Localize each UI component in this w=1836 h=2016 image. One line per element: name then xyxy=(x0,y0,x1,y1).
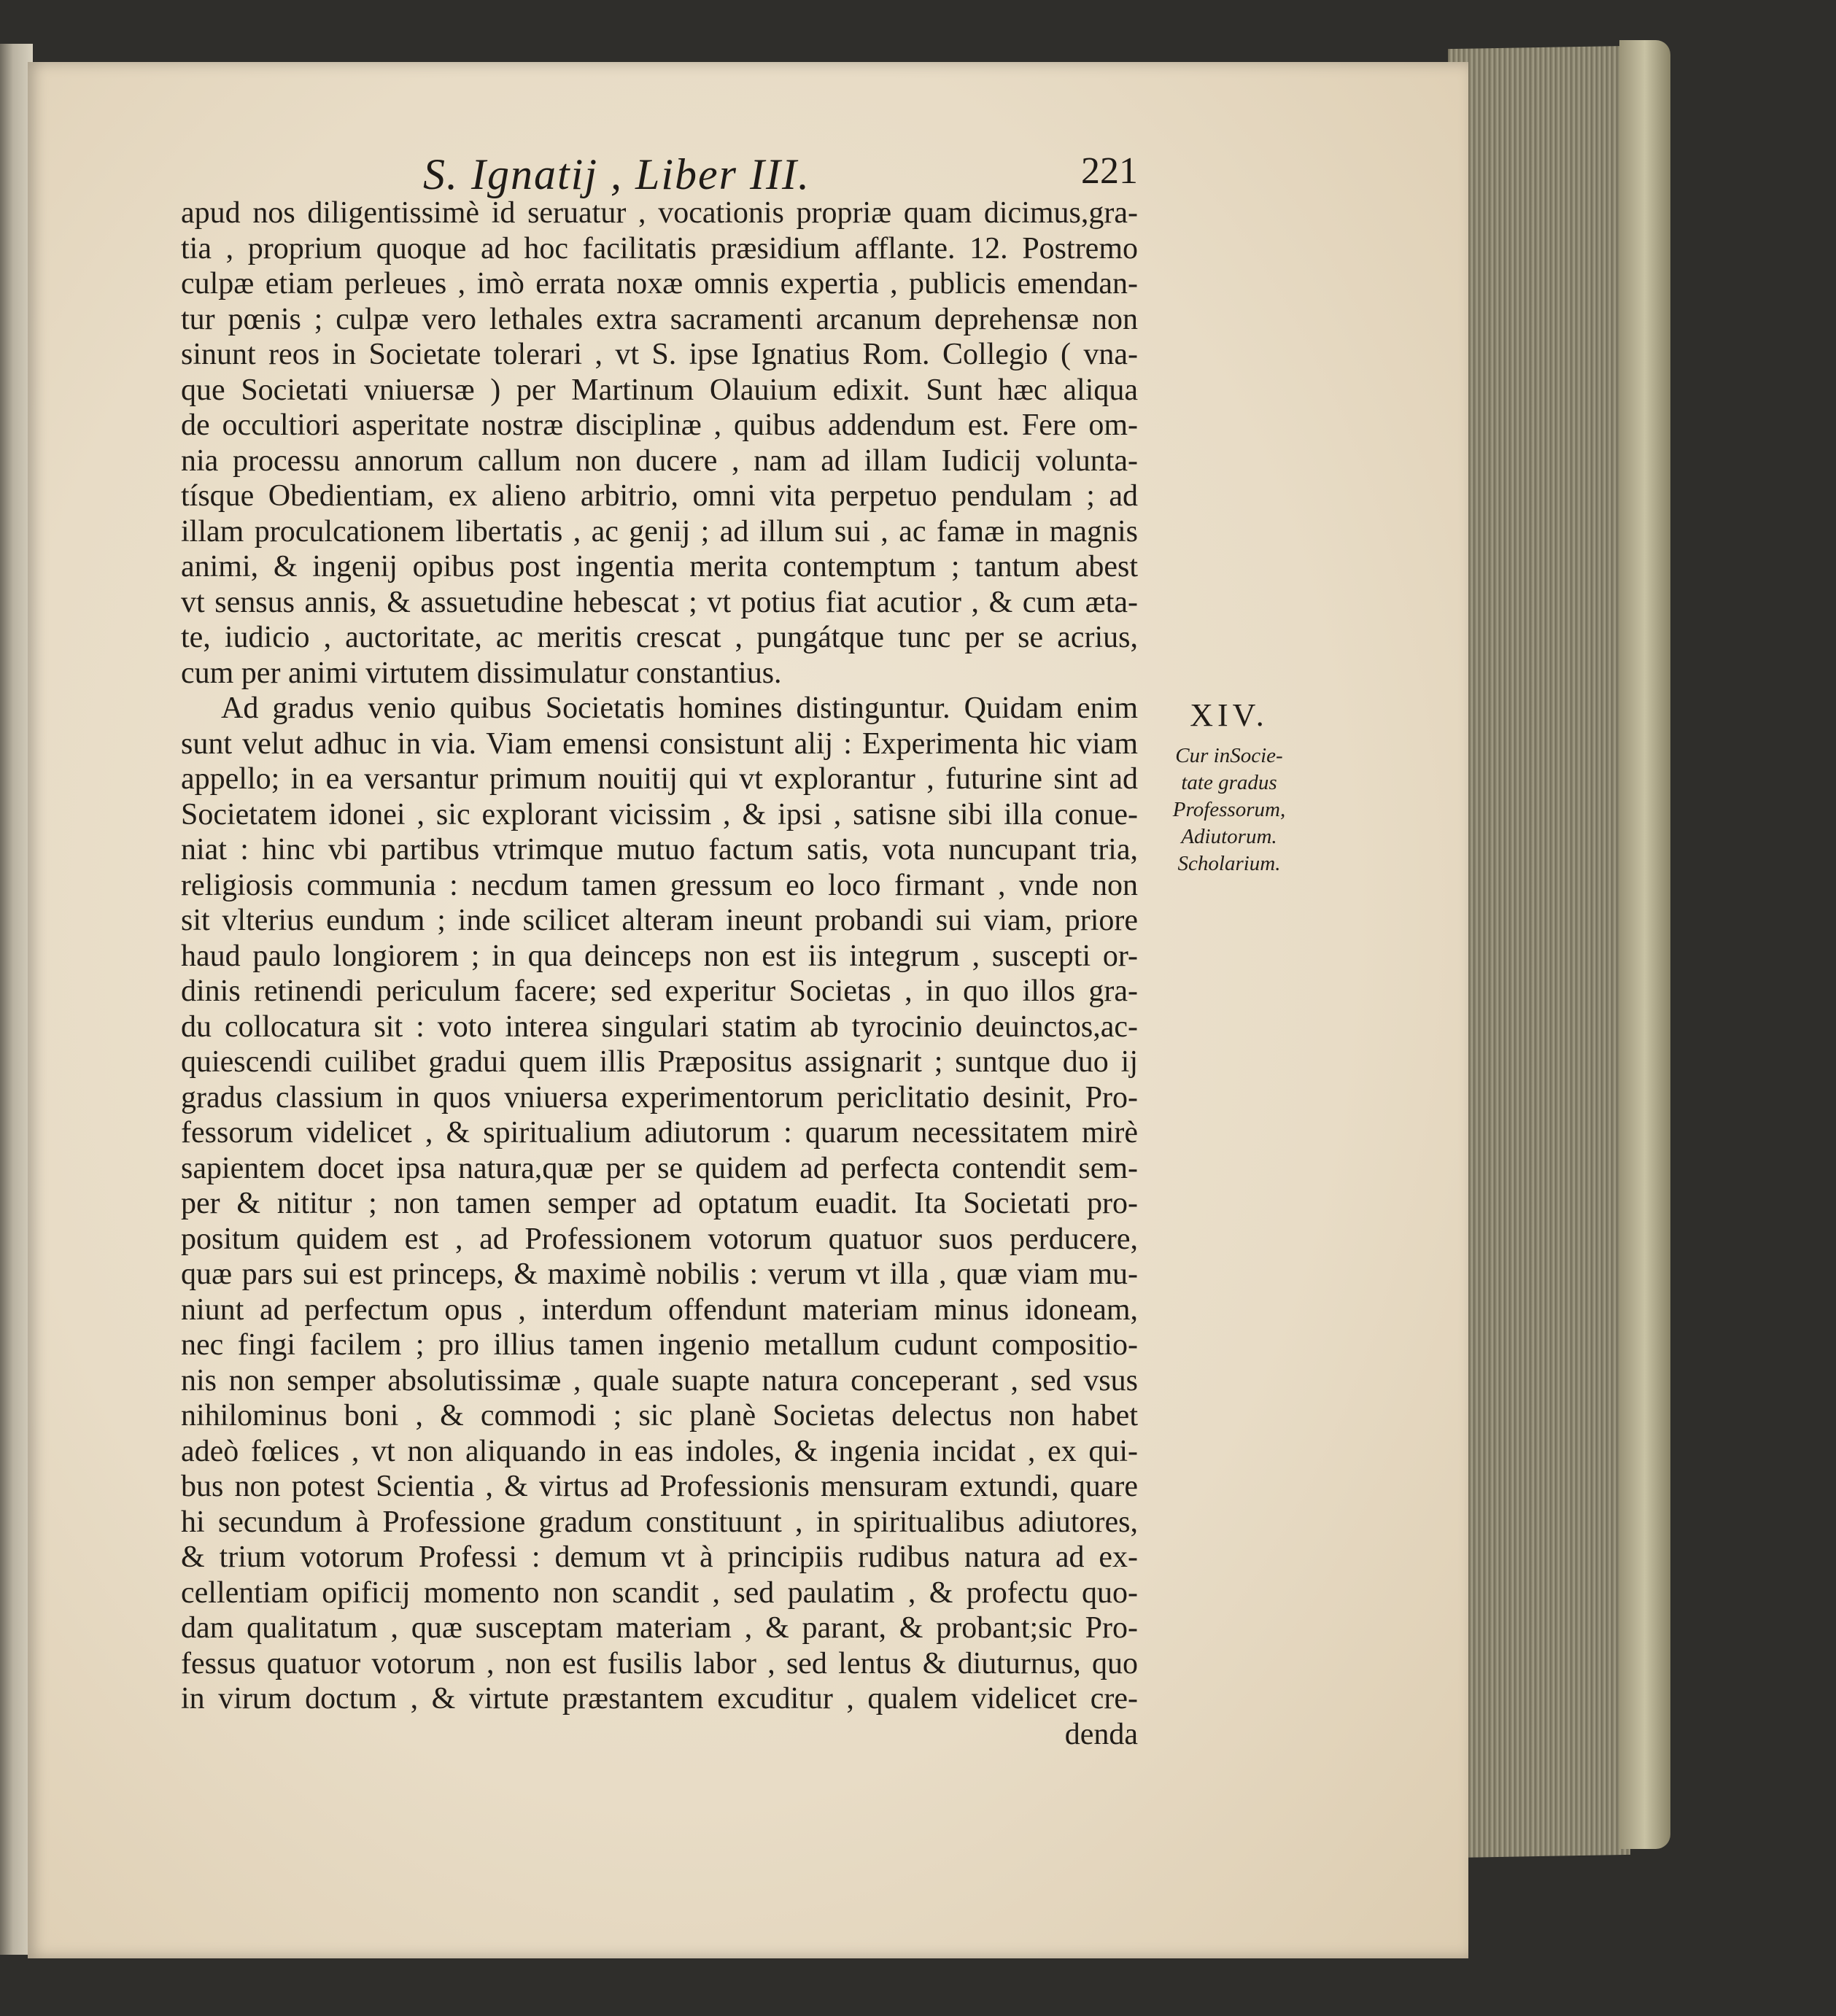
text-line: nia processu annorum callum non ducere , nam ad illam Iudicij volunta- xyxy=(181,443,1138,478)
page-number: 221 xyxy=(1081,150,1138,192)
main-text-block xyxy=(181,195,1138,1752)
text-line: Societatem idonei , sic explorant vicissim , & ipsi , satisne sibi illa conue- xyxy=(181,797,1138,831)
text-line: nec fingi facilem ; pro illius tamen ingenio metallum cudunt compositio- xyxy=(181,1328,1138,1362)
marginal-note xyxy=(1156,697,1302,877)
text-line: sapientem docet ipsa natura,quæ per se quidem ad perfecta contendit sem- xyxy=(181,1151,1138,1185)
text-line: hi secundum à Professione gradum constituunt , in spiritualibus adiutores, xyxy=(181,1505,1138,1539)
catchword: denda xyxy=(1064,1717,1138,1751)
book-cover-edge xyxy=(1619,40,1670,1849)
text-line: cellentiam opificij momento non scandit , sed paulatim , & profectu quo- xyxy=(181,1575,1138,1610)
marginal-section-number: XIV. xyxy=(1190,697,1268,733)
text-line: positum quidem est , ad Professionem votorum quatuor suos perducere, xyxy=(181,1222,1138,1256)
text-line: tísque Obedientiam, ex alieno arbitrio, omni vita perpetuo pendulam ; ad xyxy=(181,479,1138,513)
running-head-title: S. Ignatij , Liber III. xyxy=(423,150,810,198)
text-line: fessus quatuor votorum , non est fusilis labor , sed lentus & diuturnus, quo xyxy=(181,1646,1138,1680)
text-line: de occultiori asperitate nostræ disciplinæ , quibus addendum est. Fere om- xyxy=(181,408,1138,442)
text-line: dam qualitatum , quæ susceptam materiam , & parant, & probant;sic Pro- xyxy=(181,1611,1138,1645)
marginal-note-line: tate gradus xyxy=(1181,771,1277,794)
marginal-note-line: Cur inSocie- xyxy=(1175,744,1283,767)
text-line: sit vlterius eundum ; inde scilicet alteram ineunt probandi sui viam, priore xyxy=(181,904,1138,937)
text-line: que Societati vniuersæ ) per Martinum Olauium edixit. Sunt hæc aliqua xyxy=(181,373,1138,407)
running-head xyxy=(423,150,1138,200)
text-line: quiescendi cuilibet gradui quem illis Præpositus assignarit ; suntque duo ij xyxy=(181,1045,1138,1079)
text-line: animi, & ingenij opibus post ingentia merita contemptum ; tantum abest xyxy=(181,550,1138,584)
text-line: adeò fœlices , vt non aliquando in eas indoles, & ingenia incidat , ex qui- xyxy=(181,1434,1138,1468)
book-fore-edge xyxy=(1448,46,1630,1858)
text-line: & trium votorum Professi : demum vt à principiis rudibus natura ad ex- xyxy=(181,1540,1138,1574)
marginal-note-line: Professorum, xyxy=(1172,798,1286,821)
marginal-note-line: Adiutorum. xyxy=(1181,825,1277,848)
text-line: appello; in ea versantur primum nouitij qui vt explorantur , futurine sint ad xyxy=(181,762,1138,796)
text-line: Ad gradus venio quibus Societatis homines distinguntur. Quidam enim xyxy=(221,691,1138,725)
text-line: illam proculcationem libertatis , ac genij ; ad illum sui , ac famæ in magnis xyxy=(181,514,1138,548)
text-line: bus non potest Scientia , & virtus ad Professionis mensuram extundi, quare xyxy=(181,1470,1138,1503)
text-line: fessorum videlicet , & spiritualium adiutorum : quarum necessitatem mirè xyxy=(181,1116,1138,1149)
text-line: vt sensus annis, & assuetudine hebescat ; vt potius fiat acutior , & cum æta- xyxy=(181,585,1138,619)
text-line: niunt ad perfectum opus , interdum offendunt materiam minus idoneam, xyxy=(181,1292,1138,1327)
text-line: niat : hinc vbi partibus vtrimque mutuo factum satis, vota nuncupant tria, xyxy=(181,833,1138,867)
text-line: haud paulo longiorem ; in qua deinceps non est iis integrum , suscepti or- xyxy=(181,939,1138,973)
text-line: nihilominus boni , & commodi ; sic planè Societas delectus non habet xyxy=(181,1399,1138,1432)
text-line: in virum doctum , & virtute præstantem excuditur , qualem videlicet cre- xyxy=(181,1682,1138,1715)
marginal-note-line: Scholarium. xyxy=(1177,852,1281,875)
text-line: per & nititur ; non tamen semper ad optatum euadit. Ita Societati pro- xyxy=(181,1187,1138,1220)
text-line: gradus classium in quos vniuersa experimentorum periclitatio desinit, Pro- xyxy=(181,1080,1138,1114)
text-line: tia , proprium quoque ad hoc facilitatis præsidium afflante. 12. Postremo xyxy=(181,231,1138,265)
text-line: nis non semper absolutissimæ , quale suapte natura conceperant , sed vsus xyxy=(181,1363,1138,1397)
text-line: dinis retinendi periculum facere; sed experitur Societas , in quo illos gra- xyxy=(181,974,1138,1008)
text-line: culpæ etiam perleues , imò errata noxæ omnis expertia , publicis emendan- xyxy=(181,267,1138,301)
text-line: tur pœnis ; culpæ vero lethales extra sacramenti arcanum deprehensæ non xyxy=(181,302,1138,336)
text-line: sunt velut adhuc in via. Viam emensi consistunt alij : Experimenta hic viam xyxy=(181,726,1138,761)
text-line: du collocatura sit : voto interea singulari statim ab tyrocinio deuinctos,ac- xyxy=(181,1009,1138,1044)
text-line: quæ pars sui est princeps, & maximè nobilis : verum vt illa , quæ viam mu- xyxy=(181,1257,1138,1291)
text-line: religiosis communia : necdum tamen gressum eo loco firmant , vnde non xyxy=(181,868,1138,902)
text-line: te, iudicio , auctoritate, ac meritis crescat , pungátque tunc per se acrius, xyxy=(181,621,1138,654)
text-line: sinunt reos in Societate tolerari , vt S. ipse Ignatius Rom. Collegio ( vna- xyxy=(181,338,1138,371)
text-line: cum per animi virtutem dissimulatur constantius. xyxy=(181,656,782,690)
text-line: apud nos diligentissimè id seruatur , vocationis propriæ quam dicimus,gra- xyxy=(181,196,1138,230)
